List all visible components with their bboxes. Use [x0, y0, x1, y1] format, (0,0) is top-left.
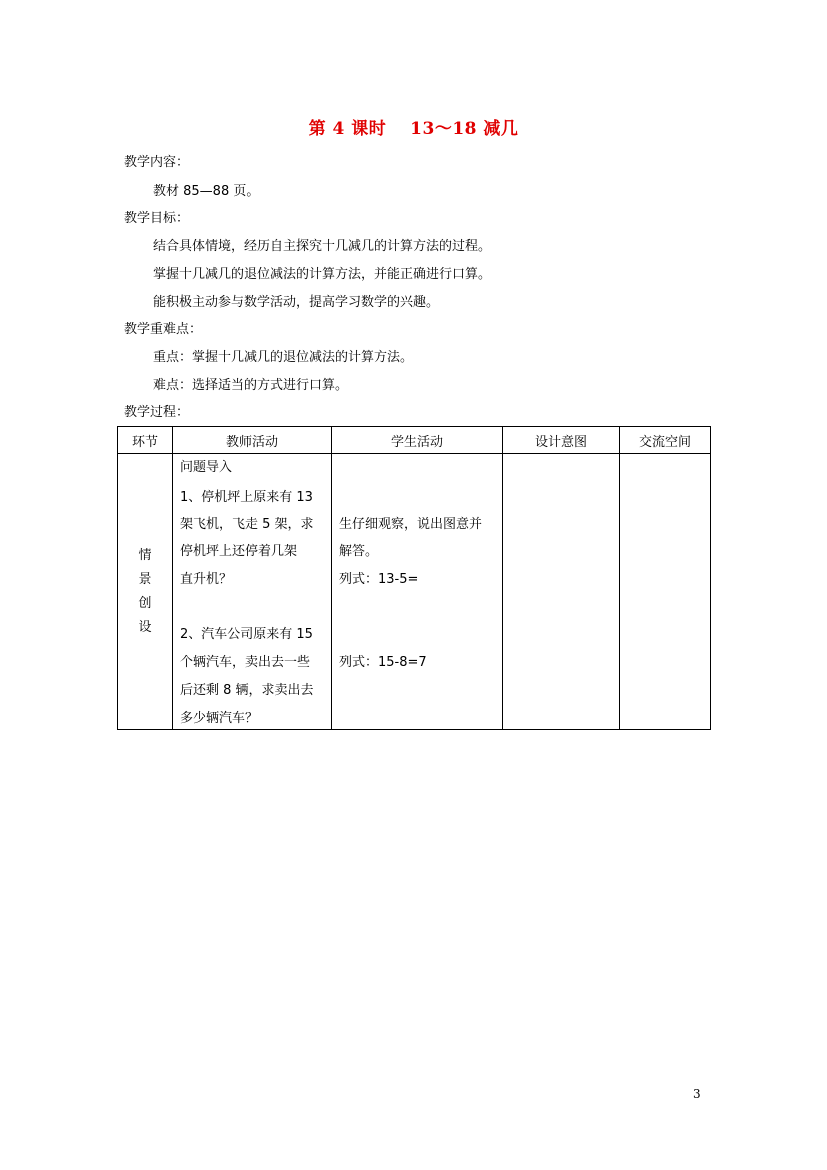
key-point-item: 重点：掌握十几减几的退位减法的计算方法。: [153, 350, 414, 365]
teacher-line: 后还剩 8 辆，求卖出去: [180, 683, 314, 698]
stage-char: 景: [138, 571, 152, 587]
table-header-row: [118, 427, 711, 454]
table-row: [118, 454, 711, 730]
header-discussion-space: 交流空间: [620, 427, 711, 454]
process-heading: 教学过程：: [124, 405, 190, 420]
stage-char: 设: [138, 619, 152, 635]
teacher-line: 个辆汽车，卖出去一些: [180, 655, 311, 670]
student-line: 列式：15-8=7: [339, 655, 427, 670]
teacher-line: 架飞机，飞走 5 架，求: [180, 517, 314, 532]
student-line: 解答。: [339, 544, 379, 559]
stage-cell: [118, 454, 173, 730]
header-stage: 环节: [118, 427, 173, 454]
design-intent-cell: [503, 454, 620, 730]
teaching-process-table: [117, 426, 711, 730]
teacher-line: 1、停机坪上原来有 13: [180, 490, 313, 505]
discussion-space-cell: [620, 454, 711, 730]
goal-item: 结合具体情境，经历自主探究十几减几的计算方法的过程。: [153, 239, 492, 254]
goal-item: 掌握十几减几的退位减法的计算方法，并能正确进行口算。: [153, 267, 492, 282]
document-title: 第 4 课时 13～18 减几: [308, 119, 519, 139]
student-activity-cell: [332, 454, 503, 730]
teacher-line: 多少辆汽车？: [180, 711, 259, 726]
goals-heading: 教学目标：: [124, 211, 190, 226]
stage-char: 创: [138, 595, 152, 611]
teacher-line: 2、汽车公司原来有 15: [180, 627, 313, 642]
key-points-heading: 教学重难点：: [124, 322, 203, 337]
header-teacher-activity: 教师活动: [173, 427, 332, 454]
stage-char: 情: [138, 547, 152, 563]
goal-item: 能积极主动参与数学活动，提高学习数学的兴趣。: [153, 295, 440, 310]
student-line: 列式：13-5=: [339, 572, 419, 587]
teacher-line: 直升机？: [180, 572, 233, 587]
student-line: 生仔细观察，说出图意并: [339, 517, 483, 532]
content-heading: 教学内容：: [124, 155, 190, 170]
header-student-activity: 学生活动: [332, 427, 503, 454]
key-point-item: 难点：选择适当的方式进行口算。: [153, 378, 349, 393]
content-text: 教材 85—88 页。: [153, 184, 260, 199]
header-design-intent: 设计意图: [503, 427, 620, 454]
page-number: 3: [693, 1087, 701, 1101]
teacher-line: 问题导入: [180, 460, 233, 475]
teacher-activity-cell: [173, 454, 332, 730]
teacher-line: 停机坪上还停着几架: [180, 544, 298, 559]
